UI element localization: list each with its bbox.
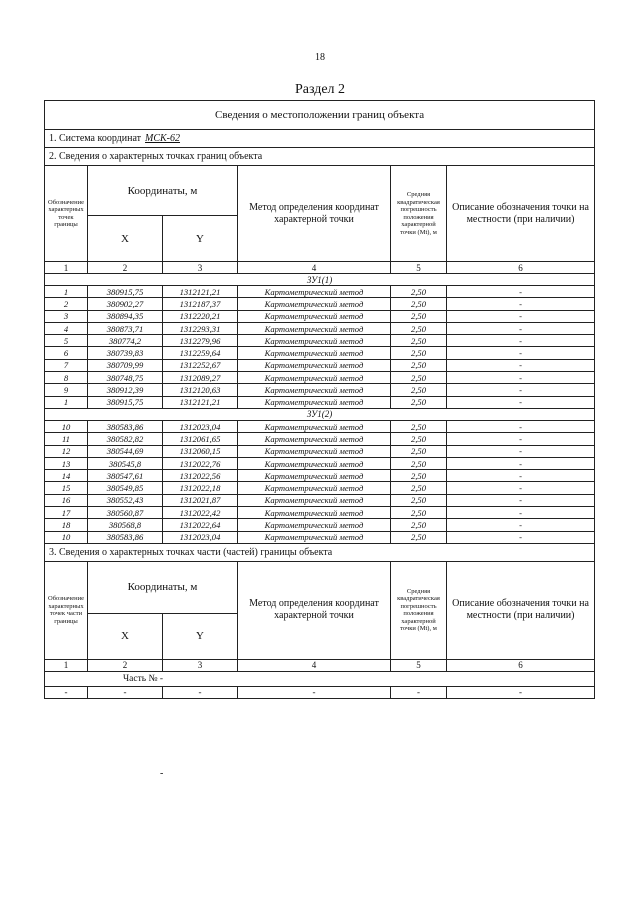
page-number: 18 — [315, 52, 325, 63]
table-cell: 2,50 — [391, 347, 447, 359]
table-cell: 2,50 — [391, 519, 447, 531]
section-title: Раздел 2 — [294, 82, 346, 97]
table-cell: 2,50 — [391, 322, 447, 334]
table-cell: 18 — [45, 519, 88, 531]
table-cell: 2,50 — [391, 384, 447, 396]
table-row — [45, 322, 595, 334]
table-cell: Картометрический метод — [238, 347, 391, 359]
table-cell: Картометрический метод — [238, 433, 391, 445]
table-row — [45, 457, 595, 469]
table-cell: 2 — [45, 298, 88, 310]
table-cell: - — [447, 686, 595, 698]
table-cell: 10 — [45, 420, 88, 432]
column-number: 5 — [391, 262, 447, 274]
table-cell: 9 — [45, 384, 88, 396]
table-row — [45, 286, 595, 298]
table-cell: - — [447, 359, 595, 371]
table-cell: Картометрический метод — [238, 507, 391, 519]
table-cell: 380583,86 — [88, 420, 163, 432]
table-cell: - — [447, 335, 595, 347]
table-cell: 2,50 — [391, 286, 447, 298]
table-row — [45, 359, 595, 371]
table-title: Сведения о местоположении границ объекта — [45, 101, 595, 130]
table-cell: 1312021,87 — [163, 494, 238, 506]
table-cell: 1 — [45, 396, 88, 408]
table-cell: Картометрический метод — [238, 470, 391, 482]
table-cell: 1 — [45, 286, 88, 298]
coord-system-row — [45, 130, 595, 148]
header-description: Описание обозначения точки на местности (при наличии) — [447, 166, 595, 262]
column-number: 3 — [163, 659, 238, 671]
table-cell: Картометрический метод — [238, 335, 391, 347]
table-cell: 1312120,63 — [163, 384, 238, 396]
table-cell: 1312259,64 — [163, 347, 238, 359]
table-cell: - — [447, 347, 595, 359]
table-cell: 1312022,42 — [163, 507, 238, 519]
table-cell: - — [447, 457, 595, 469]
table-cell: 380547,61 — [88, 470, 163, 482]
table-cell: Картометрический метод — [238, 531, 391, 543]
table-cell: Картометрический метод — [238, 359, 391, 371]
table-cell: 2,50 — [391, 531, 447, 543]
table-cell: - — [88, 686, 163, 698]
table-cell: - — [447, 396, 595, 408]
table-cell: 4 — [45, 322, 88, 334]
table-cell: 2,50 — [391, 433, 447, 445]
table-cell: 1312089,27 — [163, 372, 238, 384]
table-row — [45, 396, 595, 408]
parcel-header-row — [45, 408, 595, 420]
coord-system-value: МСК-62 — [145, 133, 181, 144]
header-x: X — [88, 216, 163, 262]
table-cell: 14 — [45, 470, 88, 482]
table-row — [45, 310, 595, 322]
table-cell: 380568,8 — [88, 519, 163, 531]
table-cell: 10 — [45, 531, 88, 543]
table-cell: 1312023,04 — [163, 531, 238, 543]
table-cell: 1312060,15 — [163, 445, 238, 457]
part-row — [45, 671, 595, 686]
table-cell: 2,50 — [391, 372, 447, 384]
table-cell: 380739,83 — [88, 347, 163, 359]
table-cell: 6 — [45, 347, 88, 359]
table-cell: 3 — [45, 310, 88, 322]
table-row — [45, 335, 595, 347]
table-cell: 2,50 — [391, 310, 447, 322]
table-cell: 1312293,31 — [163, 322, 238, 334]
table-row — [45, 384, 595, 396]
table-cell: 7 — [45, 359, 88, 371]
column-number: 3 — [163, 262, 238, 274]
table-cell: 2,50 — [391, 507, 447, 519]
table-cell: 1312061,65 — [163, 433, 238, 445]
table-cell: 1312121,21 — [163, 286, 238, 298]
table-cell: 13 — [45, 457, 88, 469]
table-cell: Картометрический метод — [238, 482, 391, 494]
table-cell: 2,50 — [391, 420, 447, 432]
table-cell: 380560,87 — [88, 507, 163, 519]
header3-coords: Координаты, м — [88, 561, 238, 613]
table-cell: 16 — [45, 494, 88, 506]
table-cell: - — [447, 372, 595, 384]
table-cell: Картометрический метод — [238, 396, 391, 408]
table-cell: Картометрический метод — [238, 384, 391, 396]
header3-x: X — [88, 613, 163, 659]
boundary-table — [44, 100, 595, 699]
table-cell: - — [447, 519, 595, 531]
table-cell: Картометрический метод — [238, 372, 391, 384]
table-cell: 2,50 — [391, 470, 447, 482]
header-accuracy: Средняя квадратическая погрешность положения характерной точки (Mt), м — [391, 166, 447, 262]
table-cell: 1312220,21 — [163, 310, 238, 322]
table-cell: 380774,2 — [88, 335, 163, 347]
column-number: 6 — [447, 659, 595, 671]
table-cell: 380544,69 — [88, 445, 163, 457]
header3-y: Y — [163, 613, 238, 659]
column-number: 1 — [45, 262, 88, 274]
table-cell: - — [447, 507, 595, 519]
header3-accuracy: Средняя квадратическая погрешность положения характерной точки (Mt), м — [391, 561, 447, 659]
table-cell: 380912,39 — [88, 384, 163, 396]
table-row — [45, 482, 595, 494]
table-cell: 380894,35 — [88, 310, 163, 322]
table-cell: - — [45, 686, 88, 698]
table-cell: 2,50 — [391, 396, 447, 408]
table-cell: 1312121,21 — [163, 396, 238, 408]
parcel-name: ЗУ1(1) — [45, 274, 595, 286]
table-cell: Картометрический метод — [238, 457, 391, 469]
column-numbers-row-3 — [45, 659, 595, 671]
table-cell: - — [447, 298, 595, 310]
table-cell: 380552,43 — [88, 494, 163, 506]
table-cell: Картометрический метод — [238, 322, 391, 334]
table-cell: 1312252,67 — [163, 359, 238, 371]
table-cell: 380709,99 — [88, 359, 163, 371]
table-cell: Картометрический метод — [238, 420, 391, 432]
part-label: Часть № - — [45, 671, 595, 686]
table-cell: 15 — [45, 482, 88, 494]
table-cell: - — [447, 470, 595, 482]
table-cell: - — [447, 420, 595, 432]
header3-description: Описание обозначения точки на местности (при наличии) — [447, 561, 595, 659]
header-y: Y — [163, 216, 238, 262]
header-method: Метод определения координат характерной точки — [238, 166, 391, 262]
header-coords: Координаты, м — [88, 166, 238, 216]
column-numbers-row — [45, 262, 595, 274]
column-number: 2 — [88, 659, 163, 671]
table-cell: 17 — [45, 507, 88, 519]
table-cell: 1312279,96 — [163, 335, 238, 347]
table-cell: - — [238, 686, 391, 698]
column-number: 2 — [88, 262, 163, 274]
table-row — [45, 445, 595, 457]
table-cell: 2,50 — [391, 298, 447, 310]
table-cell: - — [447, 310, 595, 322]
table-cell: Картометрический метод — [238, 445, 391, 457]
table-cell: 8 — [45, 372, 88, 384]
table-cell: 2,50 — [391, 359, 447, 371]
table-row — [45, 420, 595, 432]
table-cell: 380873,71 — [88, 322, 163, 334]
table-cell: 2,50 — [391, 445, 447, 457]
table-row — [45, 519, 595, 531]
table-cell: 2,50 — [391, 335, 447, 347]
table-cell: 380748,75 — [88, 372, 163, 384]
table-cell: - — [163, 686, 238, 698]
table-cell: 12 — [45, 445, 88, 457]
table-cell: 380582,82 — [88, 433, 163, 445]
table-cell: - — [447, 433, 595, 445]
table-cell: 1312022,76 — [163, 457, 238, 469]
table-cell: 380902,27 — [88, 298, 163, 310]
table-cell: - — [447, 445, 595, 457]
column-number: 4 — [238, 262, 391, 274]
column-number: 5 — [391, 659, 447, 671]
table-cell: 1312022,64 — [163, 519, 238, 531]
table-cell: 380545,8 — [88, 457, 163, 469]
table-row — [45, 494, 595, 506]
table-cell: Картометрический метод — [238, 494, 391, 506]
column-number: 6 — [447, 262, 595, 274]
table-cell: 1312187,37 — [163, 298, 238, 310]
table-cell: 2,50 — [391, 457, 447, 469]
parcel-name: ЗУ1(2) — [45, 408, 595, 420]
table-cell: 380915,75 — [88, 396, 163, 408]
header-point-designation: Обозначение характерных точек границы — [45, 166, 88, 262]
table-cell: 11 — [45, 433, 88, 445]
section2-title: 2. Сведения о характерных точках границ объекта — [45, 148, 595, 166]
table-row — [45, 347, 595, 359]
column-number: 1 — [45, 659, 88, 671]
part-empty-row — [45, 686, 595, 698]
table-cell: - — [447, 482, 595, 494]
coord-system-label: 1. Система координат — [49, 133, 142, 144]
table-cell: - — [447, 286, 595, 298]
column-number: 4 — [238, 659, 391, 671]
table-cell: 380583,86 — [88, 531, 163, 543]
footer-dash: - — [160, 768, 164, 779]
table-cell: - — [447, 384, 595, 396]
table-row — [45, 470, 595, 482]
table-cell: Картометрический метод — [238, 286, 391, 298]
table-cell: - — [447, 494, 595, 506]
table-cell: Картометрический метод — [238, 519, 391, 531]
table-cell: Картометрический метод — [238, 310, 391, 322]
table-cell: 1312023,04 — [163, 420, 238, 432]
table-cell: - — [447, 322, 595, 334]
table-cell: 2,50 — [391, 494, 447, 506]
header3-point-designation: Обозначение характерных точек части границы — [45, 561, 88, 659]
table-cell: Картометрический метод — [238, 298, 391, 310]
table-cell: - — [447, 531, 595, 543]
table-cell: 380915,75 — [88, 286, 163, 298]
table-cell: - — [391, 686, 447, 698]
table-row — [45, 531, 595, 543]
table-cell: 1312022,18 — [163, 482, 238, 494]
table-cell: 380549,85 — [88, 482, 163, 494]
table-row — [45, 298, 595, 310]
table-cell: 1312022,56 — [163, 470, 238, 482]
section3-title: 3. Сведения о характерных точках части (частей) границы объекта — [45, 543, 595, 561]
table-cell: 2,50 — [391, 482, 447, 494]
table-row — [45, 372, 595, 384]
parcel-header-row — [45, 274, 595, 286]
table-row — [45, 507, 595, 519]
table-row — [45, 433, 595, 445]
table-cell: 5 — [45, 335, 88, 347]
header3-method: Метод определения координат характерной точки — [238, 561, 391, 659]
